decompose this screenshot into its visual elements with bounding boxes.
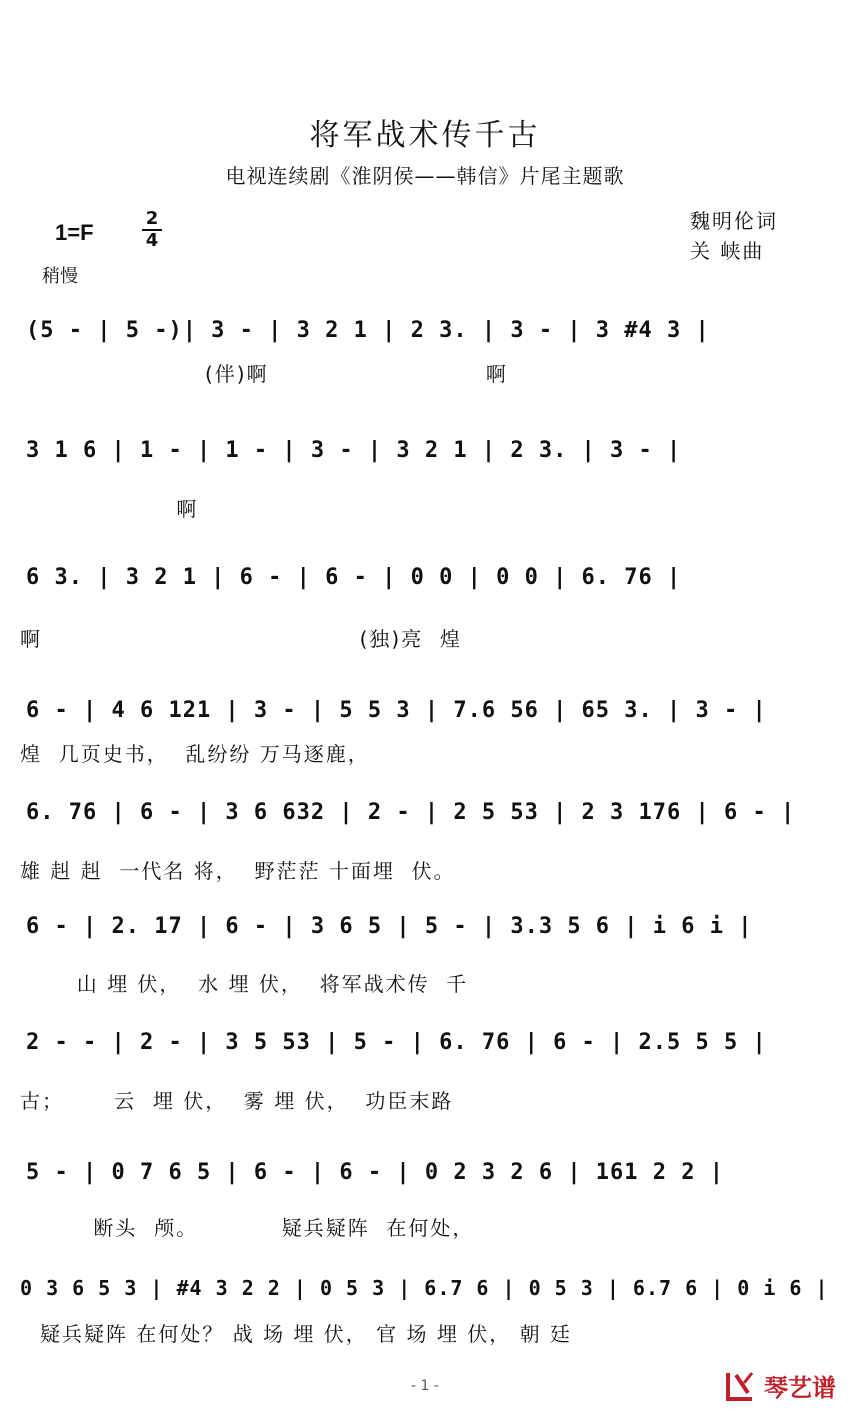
logo-text: 琴艺谱 bbox=[764, 1374, 836, 1402]
lyric-line-6: 山 埋 伏， 水 埋 伏， 将军战术传 千 bbox=[60, 972, 469, 996]
page-number: - 1 - bbox=[411, 1378, 439, 1394]
site-logo bbox=[724, 1368, 836, 1403]
lyric-line-4: 煌 几页史书， 乱纷纷 万马逐鹿， bbox=[20, 742, 370, 766]
composer-credit: 关 峡曲 bbox=[690, 239, 765, 263]
notation-line-9: 0 3 6 5 3 | #4 3 2 2 | 0 5 3 | 6.7 6 | 0 5 3 | 6.7 6 | 0 i 6 | bbox=[20, 1276, 829, 1300]
lyric-line-8: 断头 颅。 疑兵疑阵 在何处， bbox=[60, 1216, 475, 1240]
lyric-line-1: (伴)啊 啊 bbox=[205, 362, 508, 386]
notation-line-6: 6 - | 2. 17 | 6 - | 3 6 5 | 5 - | 3.3 5 6 | i 6 i | bbox=[26, 914, 753, 939]
song-title: 将军战术传千古 bbox=[309, 118, 541, 153]
notation-line-8: 5 - | 0 7 6 5 | 6 - | 6 - | 0 2 3 2 6 | 161 2 2 | bbox=[26, 1160, 725, 1185]
time-denominator: 4 bbox=[145, 230, 159, 251]
tempo-marking: 稍慢 bbox=[42, 266, 78, 287]
lyric-line-7: 古； 云 埋 伏， 雾 埋 伏， 功臣末路 bbox=[20, 1089, 454, 1113]
notation-line-1: (5 - | 5 -)| 3 - | 3 2 1 | 2 3. | 3 - | 3 #4 3 | bbox=[26, 318, 710, 343]
lyricist-credit: 魏明伦词 bbox=[690, 209, 778, 233]
notation-line-5: 6. 76 | 6 - | 3 6 632 | 2 - | 2 5 53 | 2 3 176 | 6 - | bbox=[26, 800, 796, 825]
lyric-line-9: 疑兵疑阵 在何处？ 战 场 埋 伏， 官 场 埋 伏， 朝 廷 bbox=[40, 1322, 572, 1346]
song-subtitle: 电视连续剧《淮阴侯——韩信》片尾主题歌 bbox=[225, 164, 625, 188]
time-numerator: 2 bbox=[145, 208, 159, 229]
notation-line-4: 6 - | 4 6 121 | 3 - | 5 5 3 | 7.6 56 | 65 3. | 3 - | bbox=[26, 698, 767, 723]
notation-line-2: 3 1 6 | 1 - | 1 - | 3 - | 3 2 1 | 2 3. | 3 - | bbox=[26, 438, 682, 463]
notation-line-7: 2 - - | 2 - | 3 5 53 | 5 - | 6. 76 | 6 - | 2.5 5 5 | bbox=[26, 1030, 767, 1055]
time-signature bbox=[142, 210, 162, 250]
lyric-line-5: 雄 赳 赳 一代名 将， 野茫茫 十面埋 伏。 bbox=[20, 859, 456, 883]
key-signature: 1=F bbox=[55, 220, 94, 245]
lyric-line-3: 啊 (独)亮 煌 bbox=[20, 627, 462, 651]
logo-icon bbox=[724, 1369, 758, 1403]
lyric-line-2: 啊 bbox=[26, 497, 199, 521]
notation-line-3: 6 3. | 3 2 1 | 6 - | 6 - | 0 0 | 0 0 | 6. 76 | bbox=[26, 565, 682, 590]
